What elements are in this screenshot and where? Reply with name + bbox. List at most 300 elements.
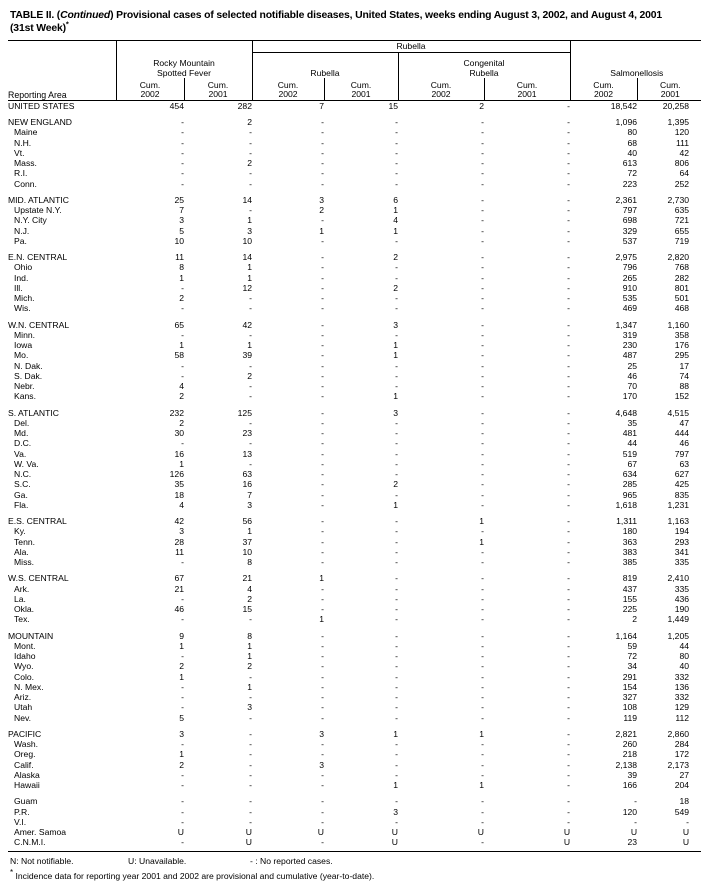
data-cell: -	[249, 293, 252, 304]
data-cell: 65	[174, 319, 184, 330]
data-cell: 1	[479, 536, 484, 547]
data-cell: 120	[622, 806, 638, 817]
data-cell: 232	[169, 407, 184, 418]
data-cell: -	[321, 262, 324, 273]
data-cell: 3	[319, 194, 324, 205]
data-cell: -	[181, 147, 184, 158]
data-cell: -	[481, 573, 484, 584]
header-reporting-area: Reporting Area	[8, 78, 116, 100]
reporting-area-cell: Alaska	[14, 769, 40, 780]
data-cell: -	[321, 769, 324, 780]
data-cell: -	[567, 407, 571, 418]
data-cell: 1	[393, 499, 398, 510]
header-group-rmsf-line2: Spotted Fever	[157, 67, 211, 78]
data-cell: -	[181, 702, 184, 713]
data-cell: -	[181, 303, 184, 314]
data-cell: -	[481, 489, 484, 500]
data-cell: 1,618	[615, 499, 638, 510]
data-cell: -	[395, 272, 398, 283]
data-cell: -	[481, 252, 484, 263]
data-cell: -	[481, 178, 484, 189]
data-cell: 332	[674, 671, 690, 682]
header-col-rubella-2001-cum: Cum.	[350, 79, 372, 90]
data-cell: 2	[179, 417, 184, 428]
data-cell: -	[249, 816, 252, 827]
data-cell: 7	[179, 205, 184, 216]
data-cell: -	[321, 340, 324, 351]
title-prefix: TABLE II. (	[10, 10, 61, 21]
header-group-rubella	[252, 52, 398, 78]
data-cell: -	[567, 806, 571, 817]
reporting-area-cell: Miss.	[14, 557, 35, 568]
table-row	[8, 469, 701, 479]
reporting-area-cell: Del.	[14, 417, 30, 428]
data-cell: 2	[179, 759, 184, 770]
data-cell: 2	[247, 370, 252, 381]
table-row	[8, 651, 701, 661]
data-cell: -	[481, 806, 484, 817]
data-cell: 3	[247, 225, 252, 236]
reporting-area-cell: Calif.	[14, 759, 34, 770]
table-body	[8, 100, 701, 847]
data-cell: -	[321, 127, 324, 138]
data-cell: -	[481, 147, 484, 158]
header-blank-rmsf2	[184, 41, 252, 52]
data-cell: -	[249, 780, 252, 791]
data-cell: -	[567, 272, 571, 283]
data-cell: 549	[674, 806, 690, 817]
data-cell: 1,160	[667, 319, 690, 330]
data-cell: -	[481, 614, 484, 625]
data-cell: 2	[393, 252, 398, 263]
data-cell: U	[682, 827, 690, 838]
data-cell: -	[321, 806, 324, 817]
data-cell: -	[181, 614, 184, 625]
data-cell: -	[181, 127, 184, 138]
data-cell: -	[567, 428, 571, 439]
data-cell: 126	[169, 469, 184, 480]
data-cell: 1	[247, 262, 252, 273]
data-cell: -	[481, 205, 484, 216]
data-cell: -	[481, 671, 484, 682]
header-col-rmsf-2002-year: 2002	[140, 89, 160, 100]
data-cell: -	[567, 759, 571, 770]
data-cell: 1	[247, 340, 252, 351]
data-cell: -	[395, 702, 398, 713]
data-cell: -	[181, 739, 184, 750]
data-cell: U	[245, 827, 252, 838]
data-cell: 2,860	[667, 728, 690, 739]
data-cell: -	[686, 816, 690, 827]
data-cell: 284	[674, 739, 690, 750]
reporting-area-cell: W.N. CENTRAL	[8, 319, 70, 330]
table-row	[8, 459, 701, 469]
data-cell: -	[249, 712, 252, 723]
data-cell: 16	[242, 479, 252, 490]
data-cell: 44	[679, 640, 690, 651]
header-col-rmsf-2002	[116, 78, 184, 100]
table-row	[8, 713, 701, 723]
reporting-area-cell: Ariz.	[14, 692, 32, 703]
data-cell: 1	[247, 640, 252, 651]
data-cell: 2	[179, 661, 184, 672]
data-cell: -	[567, 100, 571, 111]
data-cell: 481	[622, 428, 638, 439]
data-cell: 1	[247, 526, 252, 537]
data-cell: 70	[627, 381, 638, 392]
reporting-area-cell: Guam	[14, 796, 38, 807]
data-cell: 801	[674, 282, 690, 293]
data-cell: 2	[393, 479, 398, 490]
header-col-congenital-2001-cum: Cum.	[516, 79, 538, 90]
data-cell: -	[395, 127, 398, 138]
data-cell: 7	[319, 100, 324, 111]
data-cell: 6	[393, 194, 398, 205]
table-row	[8, 573, 701, 583]
data-cell: 67	[627, 458, 638, 469]
data-cell: -	[249, 381, 252, 392]
data-cell: -	[321, 681, 324, 692]
title-footnote-marker: *	[65, 19, 69, 29]
data-cell: 166	[622, 780, 638, 791]
data-cell: 252	[674, 178, 690, 189]
page-title	[6, 9, 695, 35]
data-cell: 3	[319, 728, 324, 739]
data-cell: -	[481, 340, 484, 351]
data-cell: 519	[622, 448, 638, 459]
data-cell: 2	[247, 661, 252, 672]
data-cell: -	[395, 661, 398, 672]
footnote	[10, 867, 695, 881]
data-cell: 1	[393, 225, 398, 236]
data-cell: -	[395, 293, 398, 304]
data-cell: U	[391, 837, 398, 848]
table-row	[8, 293, 701, 303]
data-cell: 1,164	[615, 630, 638, 641]
data-cell: -	[395, 117, 398, 128]
data-cell: 806	[674, 158, 690, 169]
data-cell: -	[567, 499, 571, 510]
table-row	[8, 557, 701, 567]
reporting-area-cell: Ky.	[14, 526, 26, 537]
data-cell: 16	[174, 448, 184, 459]
header-row-subheaders	[8, 78, 701, 100]
table-row	[8, 479, 701, 489]
data-cell: 291	[622, 671, 638, 682]
data-cell: 13	[242, 448, 252, 459]
reporting-area-cell: PACIFIC	[8, 728, 42, 739]
reporting-area-cell: Amer. Samoa	[14, 827, 67, 838]
data-cell: -	[567, 225, 571, 236]
data-cell: 25	[627, 360, 638, 371]
reporting-area-cell: Tex.	[14, 614, 30, 625]
data-cell: 698	[622, 215, 638, 226]
data-cell: -	[321, 837, 324, 848]
data-cell: 27	[679, 769, 690, 780]
data-cell: 1	[179, 749, 184, 760]
data-cell: 358	[674, 329, 690, 340]
data-cell: -	[567, 651, 571, 662]
data-cell: 1	[247, 651, 252, 662]
data-cell: 108	[622, 702, 638, 713]
data-cell: U	[245, 837, 252, 848]
data-cell: 44	[627, 438, 638, 449]
table-row	[8, 438, 701, 448]
reporting-area-cell: Ill.	[14, 282, 23, 293]
data-cell: -	[567, 604, 571, 615]
data-cell: -	[321, 536, 324, 547]
data-cell: 25	[174, 194, 184, 205]
data-cell: -	[567, 573, 571, 584]
table-row	[8, 729, 701, 739]
data-cell: 4,515	[667, 407, 690, 418]
data-cell: 965	[622, 489, 638, 500]
header-col-congenital-2002-cum: Cum.	[430, 79, 452, 90]
header-group-congenital-line1: Congenital	[463, 57, 505, 68]
data-cell: 5	[179, 712, 184, 723]
data-cell: -	[321, 391, 324, 402]
data-cell: -	[181, 593, 184, 604]
data-cell: -	[481, 458, 484, 469]
data-cell: -	[481, 499, 484, 510]
header-col-congenital-2001	[484, 78, 570, 100]
data-cell: -	[481, 215, 484, 226]
data-cell: -	[321, 417, 324, 428]
data-cell: 1	[179, 340, 184, 351]
data-cell: -	[395, 489, 398, 500]
data-cell: -	[321, 252, 324, 263]
data-cell: -	[395, 381, 398, 392]
data-cell: 39	[242, 350, 252, 361]
header-row-groups	[8, 52, 701, 78]
data-cell: -	[395, 458, 398, 469]
table-row	[8, 490, 701, 500]
reporting-area-cell: P.R.	[14, 806, 30, 817]
data-cell: -	[395, 681, 398, 692]
data-cell: -	[567, 417, 571, 428]
data-cell: -	[567, 215, 571, 226]
data-cell: -	[481, 749, 484, 760]
data-cell: 172	[674, 749, 690, 760]
data-cell: 1,096	[615, 117, 638, 128]
data-cell: -	[634, 816, 638, 827]
data-cell: -	[567, 252, 571, 263]
data-cell: -	[395, 749, 398, 760]
table-row	[8, 594, 701, 604]
data-cell: 23	[627, 837, 638, 848]
data-cell: 341	[674, 546, 690, 557]
data-cell: 1	[319, 573, 324, 584]
table-row	[8, 340, 701, 350]
data-cell: -	[321, 319, 324, 330]
table-row	[8, 760, 701, 770]
data-cell: 111	[675, 137, 690, 148]
reporting-area-cell: C.N.M.I.	[14, 837, 46, 848]
data-cell: -	[321, 712, 324, 723]
data-cell: -	[481, 137, 484, 148]
data-cell: -	[321, 692, 324, 703]
data-cell: 4	[393, 215, 398, 226]
data-cell: 3	[247, 702, 252, 713]
data-cell: 11	[175, 546, 184, 557]
data-cell: 58	[174, 350, 184, 361]
reporting-area-cell: Ga.	[14, 489, 28, 500]
data-cell: -	[395, 137, 398, 148]
data-cell: 15	[242, 604, 252, 615]
data-cell: -	[321, 739, 324, 750]
data-cell: 2	[393, 282, 398, 293]
data-cell: -	[249, 329, 252, 340]
data-cell: 14	[242, 252, 252, 263]
data-cell: -	[395, 516, 398, 527]
reporting-area-cell: N.Y. City	[14, 215, 47, 226]
reporting-area-cell: V.I.	[14, 816, 27, 827]
data-cell: 129	[674, 702, 690, 713]
header-col-rmsf-2002-cum: Cum.	[139, 79, 161, 90]
data-cell: 1	[247, 681, 252, 692]
data-cell: -	[567, 769, 571, 780]
data-cell: -	[567, 370, 571, 381]
data-cell: -	[395, 469, 398, 480]
data-cell: 18	[174, 489, 184, 500]
header-blank-area	[8, 41, 116, 52]
data-cell: -	[249, 728, 252, 739]
data-cell: 282	[237, 100, 252, 111]
data-cell: -	[321, 651, 324, 662]
data-cell: -	[481, 692, 484, 703]
header-col-salmonellosis-2002-year: 2002	[593, 89, 614, 100]
table-row	[8, 682, 701, 692]
data-cell: -	[395, 178, 398, 189]
table-row	[8, 262, 701, 272]
data-cell: U	[682, 837, 690, 848]
data-cell: -	[181, 370, 184, 381]
data-cell: -	[321, 370, 324, 381]
reporting-area-cell: Ind.	[14, 272, 29, 283]
data-cell: -	[567, 671, 571, 682]
reporting-area-cell: Maine	[14, 127, 38, 138]
data-cell: -	[567, 546, 571, 557]
data-cell: -	[395, 147, 398, 158]
data-cell: -	[481, 583, 484, 594]
data-cell: -	[395, 329, 398, 340]
data-cell: -	[481, 350, 484, 361]
data-cell: -	[249, 796, 252, 807]
table-row	[8, 361, 701, 371]
data-cell: -	[567, 712, 571, 723]
data-cell: 634	[622, 469, 638, 480]
header-blank-area-2	[8, 52, 116, 78]
table-row	[8, 817, 701, 827]
data-cell: 2,138	[615, 759, 638, 770]
data-cell: 285	[622, 479, 638, 490]
data-cell: -	[567, 583, 571, 594]
data-cell: 385	[622, 557, 638, 568]
data-cell: -	[321, 780, 324, 791]
table-row	[8, 252, 701, 262]
data-cell: -	[249, 759, 252, 770]
table-row	[8, 500, 701, 510]
table-row	[8, 179, 701, 189]
data-cell: 10	[242, 235, 252, 246]
data-cell: -	[321, 640, 324, 651]
table-row	[8, 537, 701, 547]
data-cell: -	[181, 837, 184, 848]
data-cell: 293	[674, 536, 690, 547]
data-cell: 8	[247, 557, 252, 568]
data-cell: -	[395, 630, 398, 641]
header-col-congenital-2001-year: 2001	[517, 89, 537, 100]
table-row	[8, 449, 701, 459]
data-cell: -	[481, 448, 484, 459]
data-cell: 1,205	[667, 630, 690, 641]
table-row	[8, 127, 701, 137]
data-cell: -	[249, 147, 252, 158]
data-cell: 4,648	[615, 407, 638, 418]
data-cell: -	[567, 692, 571, 703]
data-cell: -	[567, 282, 571, 293]
data-cell: -	[481, 381, 484, 392]
data-cell: 2	[632, 614, 638, 625]
data-cell: 112	[675, 712, 690, 723]
data-cell: 613	[622, 158, 638, 169]
data-cell: 74	[679, 370, 690, 381]
data-cell: 260	[622, 739, 638, 750]
data-cell: 3	[247, 499, 252, 510]
data-cell: 176	[674, 340, 690, 351]
data-cell: 11	[175, 252, 184, 263]
table-row	[8, 205, 701, 215]
data-cell: -	[481, 235, 484, 246]
data-cell: -	[567, 117, 571, 128]
data-cell: -	[481, 262, 484, 273]
data-cell: -	[567, 780, 571, 791]
data-cell: -	[567, 178, 571, 189]
data-cell: 1	[179, 458, 184, 469]
data-cell: -	[481, 557, 484, 568]
data-cell: 2	[247, 593, 252, 604]
header-blank-rmsf1	[116, 41, 184, 52]
data-cell: 469	[622, 303, 638, 314]
reporting-area-cell: S.C.	[14, 479, 31, 490]
table-row	[8, 780, 701, 790]
data-cell: -	[321, 235, 324, 246]
data-cell: -	[567, 147, 571, 158]
data-cell: 282	[674, 272, 690, 283]
data-cell: -	[567, 526, 571, 537]
data-cell: 1,163	[667, 516, 690, 527]
data-cell: 21	[242, 573, 252, 584]
data-cell: 67	[174, 573, 184, 584]
data-cell: 35	[174, 479, 184, 490]
data-cell: 295	[674, 350, 690, 361]
table-row	[8, 807, 701, 817]
data-cell: 1	[393, 350, 398, 361]
reporting-area-cell: W.S. CENTRAL	[8, 573, 69, 584]
data-cell: -	[395, 796, 398, 807]
data-cell: -	[567, 329, 571, 340]
header-col-rubella-2002	[252, 78, 324, 100]
data-cell: 1	[393, 728, 398, 739]
data-cell: -	[181, 158, 184, 169]
title-suffix: ) Provisional cases of selected notifiable diseases, United States, weeks ending August 3, 2002, and August 4, 2001	[110, 10, 663, 21]
data-cell: -	[481, 428, 484, 439]
data-cell: -	[395, 604, 398, 615]
data-cell: -	[567, 340, 571, 351]
table-row	[8, 604, 701, 614]
data-cell: -	[481, 225, 484, 236]
data-cell: 332	[674, 692, 690, 703]
